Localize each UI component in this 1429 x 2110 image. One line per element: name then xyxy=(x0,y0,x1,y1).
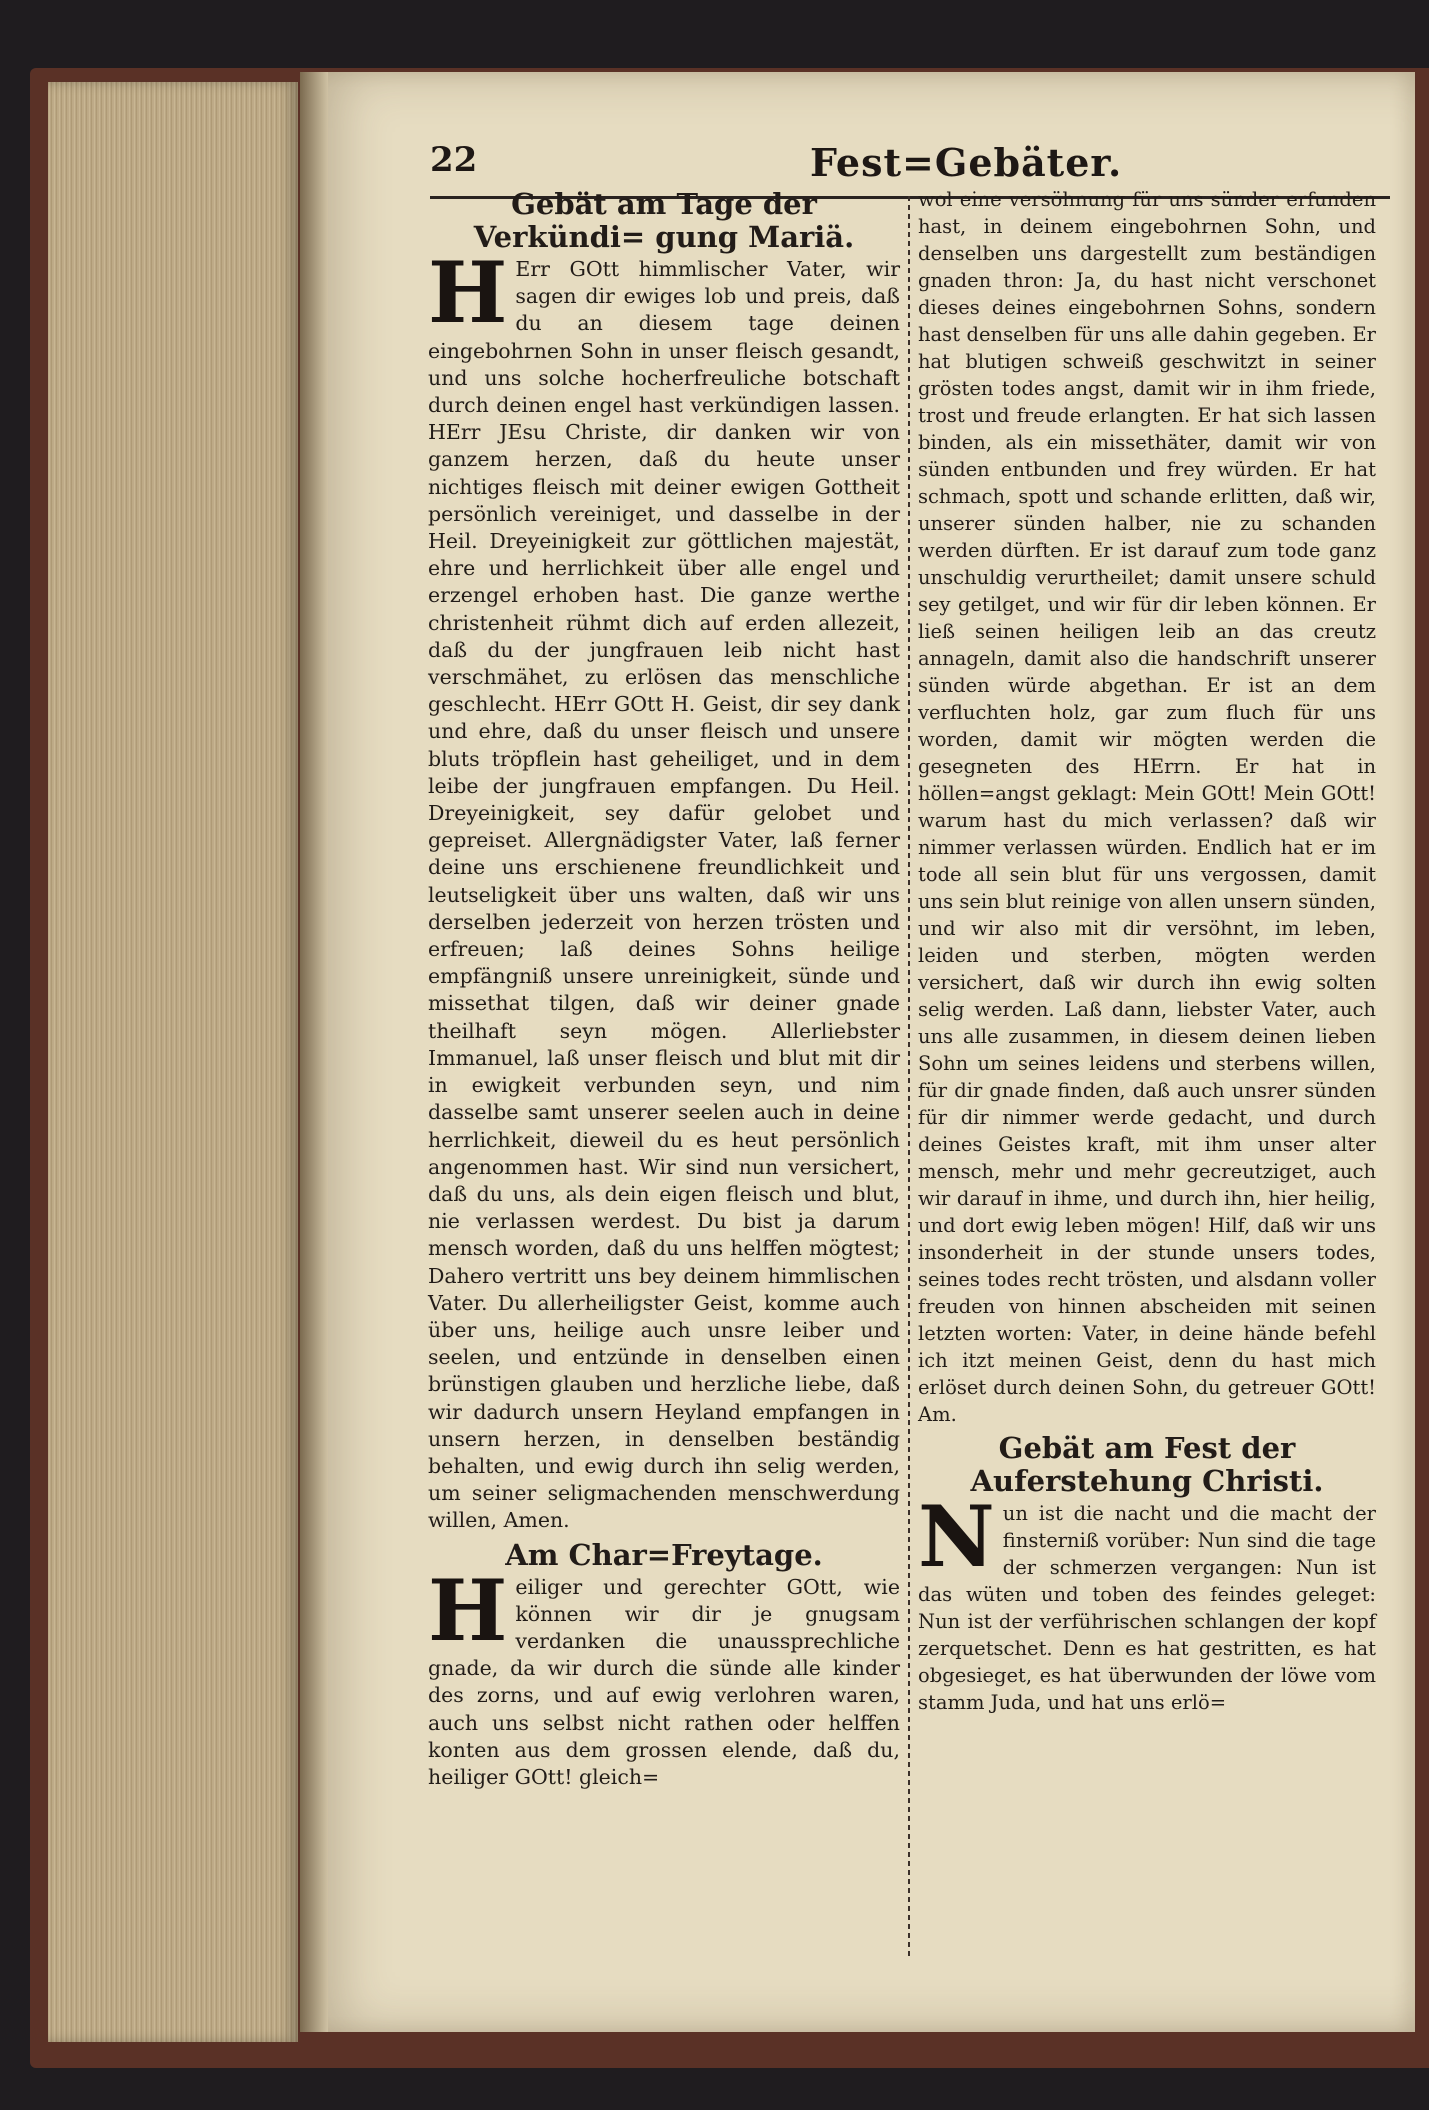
prayer-text: Err GOtt himmlischer Vater, wir sagen dir ewiges lob und preis, daß du an diesem tage deinen eingebohrnen Sohn in unser fleisch gesandt, und uns solche hocherfreuliche botschaft durch deinen engel hast verkündigen lassen. HErr JEsu Christe, dir danken wir von ganzem herzen, daß du heute unser nichtiges fleisch mit deiner ewigen Gottheit persönlich vereiniget, und dasselbe in der Heil. Dreyeinigkeit zur göttlichen majestät, ehre und herrlichkeit über alle engel und erzengel erhoben hast. Die ganze werthe christenheit rühmt dich auf erden allezeit, daß du der jungfrauen leib nicht hast verschmähet, zu erlösen das menschliche geschlecht. HErr GOtt H. Geist, dir sey dank und ehre, daß du unser fleisch und unsere bluts tröpflein hast geheiliget, und in dem leibe der jungfrauen empfangen. Du Heil. Dreyeinigkeit, sey dafür gelobet und gepreiset. Allergnädigster Vater, laß ferner deine uns erschienene freundlichkeit und leutseligkeit über uns walten, daß wir uns derselben jederzeit von herzen trösten und erfreuen; laß deines Sohns heilige empfängniß unsere unreinigkeit, sünde und missethat tilgen, daß wir deiner gnade theilhaft seyn mögen. Allerliebster Immanuel, laß unser fleisch und blut mit dir in ewigkeit verbunden seyn, und nim dasselbe samt unserer seelen auch in deine herrlichkeit, dieweil du es heut persönlich angenommen hast. Wir sind nun versichert, daß du uns, als dein eigen fleisch und blut, nie verlassen werdest. Du bist ja darum mensch worden, daß du uns helffen mögtest; Dahero vertritt uns bey deinem himmlischen Vater. Du allerheiligster Geist, komme auch über uns, heilige auch unsre leiber und seelen, und entzünde in denselben einen brünstigen glauben und herzliche liebe, daß wir dadurch unsern Heyland empfangen in unsern herzen, in denselben beständig behalten, und ewig durch ihn selig werden, um seiner seligmachenden menschwerdung willen, Amen. xyxy=(428,257,900,1533)
drop-cap: N xyxy=(918,1487,995,1586)
running-head: Fest=Gebäter. xyxy=(810,140,1123,185)
page-edges xyxy=(48,82,298,2042)
prayer-text: eiliger und gerechter GOtt, wie können wir dir je gnugsam verdanken die unaussprechliche gnade, da wir durch die sünde alle kinder des zorns, und auf ewig verlohren waren, auch uns selbst nicht rathen oder helffen konten aus dem grossen elende, daß du, heiliger GOtt! gleich= xyxy=(428,1574,900,1789)
prayer-annunciation xyxy=(428,243,900,1535)
prayer-good-friday-continued: wol eine versöhnung für uns sünder erfunden hast, in deinem eingebohrnen Sohn, und denselben uns dargestellt zum beständigen gnaden thron: Ja, du hast nicht verschonet dieses deines eingebohrnen Sohns, sondern hast denselben für uns alle dahin gegeben. Er hat blutigen schweiß geschwitzt in seiner grösten todes angst, damit wir in ihm friede, trost und freude erlangten. Er hat sich lassen binden, als ein missethäter, damit wir von sünden entbunden und frey würden. Er hat schmach, spott und schande erlitten, daß wir, unserer sünden halber, nie zu schanden werden dürften. Er ist darauf zum tode ganz unschuldig verurtheilet; damit unsere schuld sey getilget, und wir für dir leben können. Er ließ seinen heiligen leib an das creutz annageln, damit also die handschrift unserer sünden würde abgethan. Er ist an dem verfluchten holz, gar zum fluch für uns worden, damit wir mögten werden die gesegneten des HErrn. Er hat in höllen=angst geklagt: Mein GOtt! Mein GOtt! warum hast du mich verlassen? daß wir nimmer verlassen würden. Endlich hat er im tode all sein blut für uns vergossen, damit uns sein blut reinige von allen unsern sünden, und wir also mit dir versöhnt, im leben, leiden und sterben, mögten werden versichert, daß wir durch ihn ewig solten selig werden. Laß dann, liebster Vater, auch uns alle zusammen, in diesem deinen lieben Sohn um seines leidens und sterbens willen, für dir gnade finden, daß auch unsrer sünden für dir nimmer werde gedacht, und durch deines Geistes kraft, mit ihm unser alter mensch, mehr und mehr gecreutziget, auch wir darauf in ihme, und durch ihn, hier heilig, und dort ewig leben mögen! Hilf, daß wir uns insonderheit in der stunde unsers todes, seines todes recht trösten, und alsdann voller freuden von hinnen abscheiden mit seinen letzten worten: Vater, in deine hände befehl ich itzt meinen Geist, denn du hast mich erlöset durch deinen Sohn, du getreuer GOtt! Am. xyxy=(918,188,1376,1426)
section-heading-good-friday: Am Char=Freytage. xyxy=(505,1537,823,1572)
column-divider xyxy=(908,196,910,1956)
section-heading-annunciation: Gebät am Tage der Verkündi= gung Mariä. xyxy=(473,187,855,254)
page-gutter-shadow xyxy=(300,72,328,2032)
right-column xyxy=(918,186,1376,1716)
section-heading-easter: Gebät am Fest der Auferstehung Christi. xyxy=(970,1431,1324,1498)
drop-cap: H xyxy=(428,1560,508,1660)
prayer-good-friday xyxy=(428,1560,900,1792)
prayer-text: un ist die nacht und die macht der finsterniß vorüber: Nun sind die tage der schmerzen vergangen: Nun ist das wüten und toben des feindes geleget: Nun ist der verführischen schlangen der kopf zerquetschet. Denn es hat gestritten, es hat obgesieget, es hat überwunden der löwe vom stamm Juda, und hat uns erlö= xyxy=(918,1502,1376,1714)
prayer-easter xyxy=(918,1487,1376,1716)
drop-cap: H xyxy=(428,243,508,342)
left-column xyxy=(428,188,900,1791)
page-number: 22 xyxy=(430,140,478,180)
